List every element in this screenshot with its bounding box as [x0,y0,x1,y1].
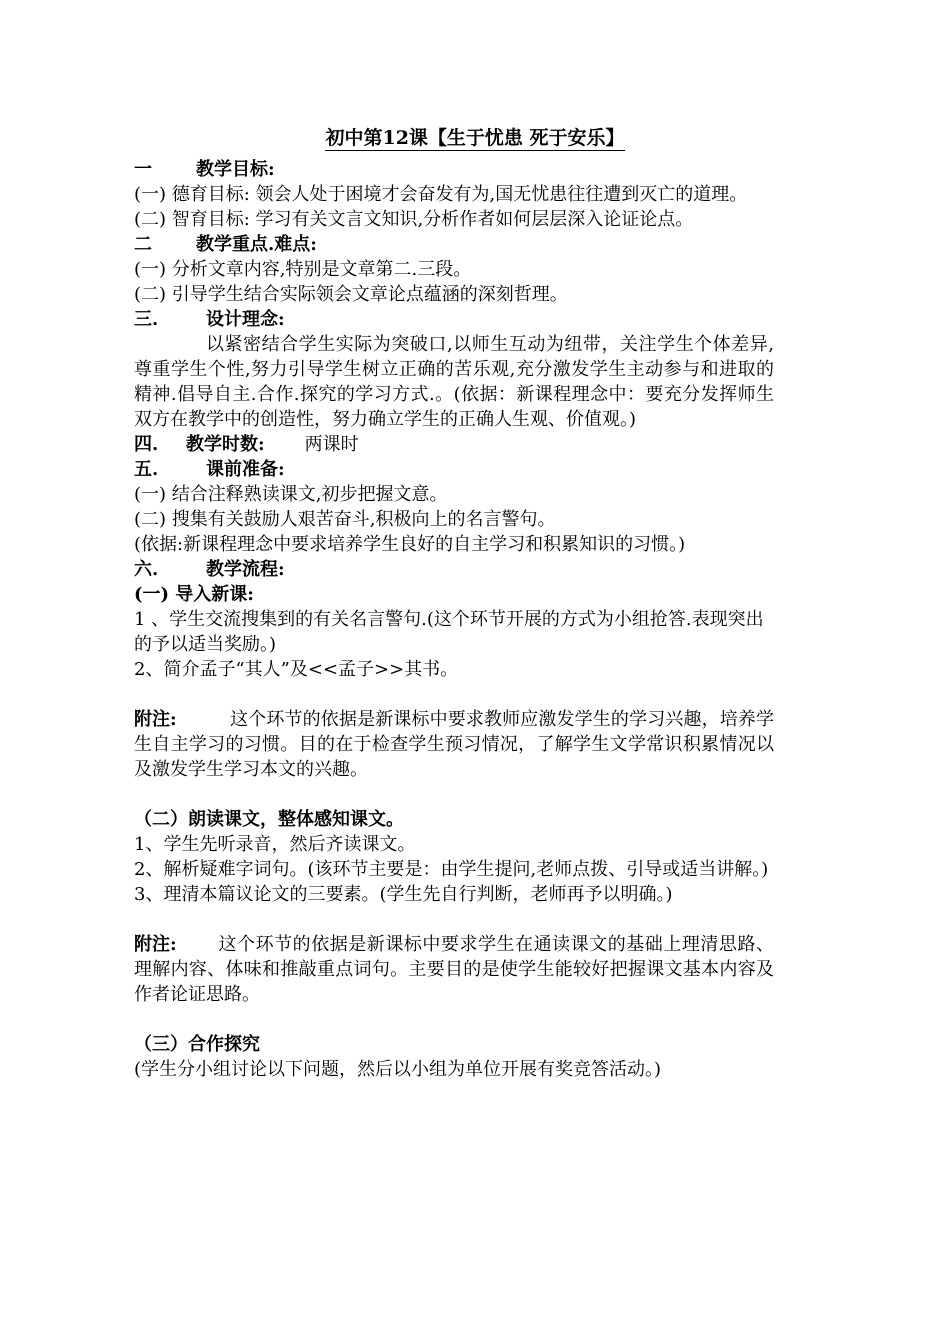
section-heading-goals: 一 教学目标: [134,159,275,180]
introduction-item: 1 、学生交流搜集到的有关名言警句.(这个环节开展的方式为小组抢答.表现突出的予以适当奖励。) [134,609,764,655]
section-heading-teaching-flow: 六. 教学流程: [134,559,285,580]
subsection-heading-cooperation: （三）合作探究 [134,1034,260,1055]
reading-item: 2、解析疑难字词句。(该环节主要是：由学生提问,老师点拨、引导或适当讲解。) [134,859,769,880]
document-body [134,157,774,1082]
cooperation-item: (学生分小组讨论以下问题，然后以小组为单位开展有奖竞答活动。) [134,1059,662,1080]
reading-note [134,932,774,1007]
subsection-heading-introduction: (一) 导入新课: [134,584,254,605]
key-point-item: (二) 引导学生结合实际领会文章论点蕴涵的深刻哲理。 [134,284,568,305]
preparation-item: (一) 结合注释熟读课文,初步把握文意。 [134,484,448,505]
class-hours-value: 两课时 [304,434,359,455]
note-text: 这个环节的依据是新课标中要求教师应激发学生的学习兴趣，培养学生自主学习的习惯。目的在于检查学生预习情况，了解学生文学常识积累情况以及激发学生学习本文的兴趣。 [134,709,774,780]
note-label: 附注: [134,709,177,730]
preparation-basis: (依据:新课程理念中要求培养学生良好的自主学习和积累知识的习惯。) [134,534,686,555]
introduction-item: 2、简介孟子“其人”及<<孟子>>其书。 [134,659,459,680]
note-label: 附注: [134,934,177,955]
section-heading-design-concept: 三. 设计理念: [134,309,285,330]
section-heading-key-points: 二 教学重点.难点: [134,234,317,255]
section-heading-class-hours: 四. 教学时数: 两课时 [134,434,359,455]
note-text: 这个环节的依据是新课标中要求学生在通读课文的基础上理清思路、理解内容、体味和推敲重点词句。主要目的是使学生能较好把握课文基本内容及作者论证思路。 [134,934,774,1005]
key-point-item: (一) 分析文章内容,特别是文章第二.三段。 [134,259,472,280]
goal-item-intellect: (二) 智育目标: 学习有关文言文知识,分析作者如何层层深入论证论点。 [134,209,694,230]
design-concept-paragraph: 以紧密结合学生实际为突破口,以师生互动为纽带，关注学生个体差异,尊重学生个性,努力引导学生树立正确的苦乐观,充分激发学生主动参与和进取的精神.倡导自主.合作.探究的学习方式.。(依据：新课程理念中：要充分发挥师生双方在教学中的创造性，努力确立学生的正确人生观、价值观。) [134,334,774,430]
subsection-heading-reading: （二）朗读课文，整体感知课文。 [134,809,404,830]
goal-item-moral: (一) 德育目标: 领会人处于困境才会奋发有为,国无忧患往往遭到灭亡的道理。 [134,184,748,205]
title-text: 初中第12课【生于忧患 死于安乐】 [325,127,625,149]
section-heading-preparation: 五. 课前准备: [134,459,285,480]
introduction-note [134,707,774,782]
document-title [0,124,950,152]
preparation-item: (二) 搜集有关鼓励人艰苦奋斗,积极向上的名言警句。 [134,509,556,530]
reading-item: 1、学生先听录音，然后齐读课文。 [134,834,416,855]
reading-item: 3、理清本篇议论文的三要素。(学生先自行判断，老师再予以明确。) [134,884,673,905]
